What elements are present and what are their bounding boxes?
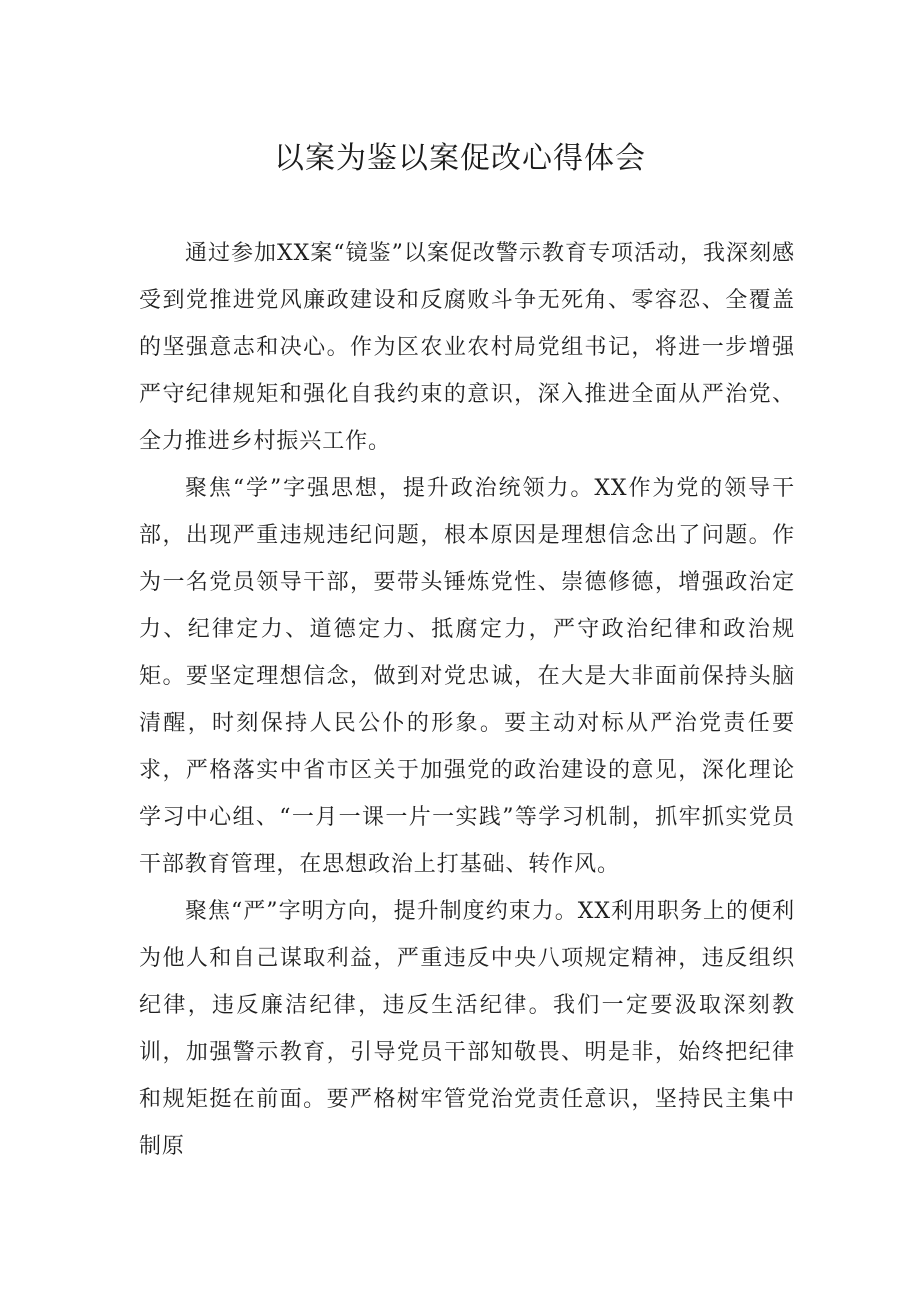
paragraph-strict: 聚焦“严”字明方向，提升制度约束力。XX利用职务上的便利为他人和自己谋取利益，严重违反中央八项规定精神，违反组织纪律，违反廉洁纪律，违反生活纪律。我们一定要汲取深刻教训，加强警示教育，引导党员干部知敬畏、明是非，始终把纪律和规矩挺在前面。要严格树牢管党治党责任意识，坚持民主集中制原 xyxy=(139,899,795,1159)
paragraph-study: 聚焦“学”字强思想，提升政治统领力。XX作为党的领导干部，出现严重违规违纪问题，根本原因是理想信念出了问题。作为一名党员领导干部，要带头锤炼党性、崇德修德，增强政治定力、纪律定力、道德定力、抵腐定力，严守政治纪律和政治规矩。要坚定理想信念，做到对党忠诚，在大是大非面前保持头脑清醒，时刻保持人民公仆的形象。要主动对标从严治党责任要求，严格落实中省市区关于加强党的政治建设的意见，深化理论学习中心组、“一月一课一片一实践”等学习机制，抓牢抓实党员干部教育管理，在思想政治上打基础、转作风。 xyxy=(139,476,795,877)
document-body xyxy=(139,230,795,1170)
document-title: 以案为鉴以案促改心得体会 xyxy=(274,141,646,176)
paragraph-intro: 通过参加XX案“镜鉴”以案促改警示教育专项活动，我深刻感受到党推进党风廉政建设和反腐败斗争无死角、零容忍、全覆盖的坚强意志和决心。作为区农业农村局党组书记，将进一步增强严守纪律规矩和强化自我约束的意识，深入推进全面从严治党、全力推进乡村振兴工作。 xyxy=(139,241,795,454)
